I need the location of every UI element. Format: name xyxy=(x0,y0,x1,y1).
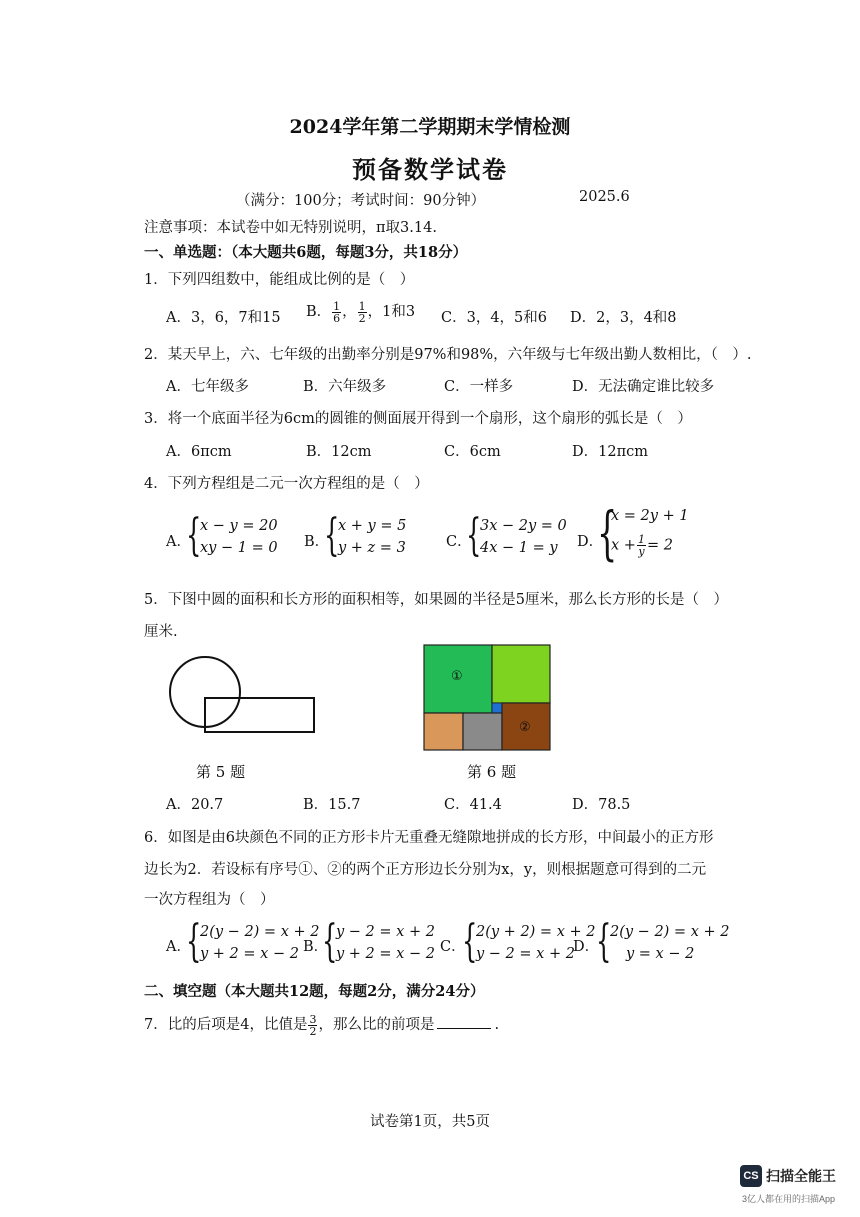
scanner-app-name: 扫描全能王 xyxy=(766,1168,836,1184)
q3-option-c: C．6cm xyxy=(444,444,501,460)
q7-answer-blank xyxy=(437,1016,491,1029)
exam-note: 注意事项：本试卷中如无特别说明，π取3.14. xyxy=(144,220,437,236)
fig6-label-2: ② xyxy=(519,720,531,735)
exam-title: 2024学年第二学期期末学情检测 xyxy=(289,116,571,138)
q2-option-c: C．一样多 xyxy=(444,379,514,395)
q1-b-fraction-1: $\frac{1}{6}$ xyxy=(333,299,341,325)
q6-option-b-label: B． xyxy=(303,939,329,955)
q6-stem-line2: 边长为2．若设标有序号①、②的两个正方形边长分别为x，y，则根据题意可得到的二元 xyxy=(144,862,707,878)
section-2-heading: 二、填空题（本大题共12题，每题2分，满分24分） xyxy=(144,983,485,1000)
q4-option-c-system: { 3x − 2y = 0 4x − 1 = y xyxy=(466,510,567,561)
q1-option-a: A．3，6，7和15 xyxy=(166,310,281,326)
fig6-square-tan xyxy=(424,713,463,750)
q1-option-d: D．2，3，4和8 xyxy=(570,310,677,326)
q5-stem-line1: 5．下图中圆的面积和长方形的面积相等，如果圆的半径是5厘米，那么长方形的长是（ ） xyxy=(144,592,728,608)
scanner-logo-icon: CS xyxy=(740,1165,762,1187)
figure-6 xyxy=(423,644,553,752)
q1-stem: 1．下列四组数中，能组成比例的是（ ） xyxy=(144,272,415,288)
q4-d-line2: x + $\frac{1}{y}$ = 2 xyxy=(611,533,673,558)
fig5-rectangle xyxy=(205,698,314,732)
scanner-tagline: 3亿人都在用的扫描App xyxy=(742,1194,836,1204)
q5-option-d: D．78.5 xyxy=(572,797,631,813)
q4-option-a-label: A． xyxy=(166,534,191,550)
fig6-label-1: ① xyxy=(451,669,463,684)
q6-option-c-system: { 2(y + 2) = x + 2 y − 2 = x + 2 xyxy=(462,916,596,967)
q6-option-b-system: { y − 2 = x + 2 y + 2 = x − 2 xyxy=(322,916,435,967)
exam-subtitle: 预备数学试卷 xyxy=(352,155,508,184)
q2-stem: 2．某天早上，六、七年级的出勤率分别是97%和98%，六年级与七年级出勤人数相比，（ ）. xyxy=(144,347,752,363)
q3-stem: 3．将一个底面半径为6cm的圆锥的侧面展开得到一个扇形，这个扇形的弧长是（ ） xyxy=(144,411,692,427)
exam-meta: （满分：100分；考试时间：90分钟） xyxy=(236,193,486,209)
q3-option-d: D．12πcm xyxy=(572,444,648,460)
q5-option-b: B．15.7 xyxy=(303,797,361,813)
figure-5-caption: 第 5 题 xyxy=(196,763,246,781)
q4-option-d-system: { x = 2y + 1 x + $\frac{1}{y}$ = 2 xyxy=(597,499,689,567)
q3-option-b: B．12cm xyxy=(306,444,372,460)
figure-6-caption: 第 6 题 xyxy=(467,763,517,781)
q5-stem-line2: 厘米. xyxy=(144,624,178,640)
exam-date: 2025.6 xyxy=(579,189,630,205)
q4-option-a-system: { x − y = 20 xy − 1 = 0 xyxy=(186,510,278,561)
q1-option-b: B． $\frac{1}{6}$ ， $\frac{1}{2}$ ，1和3 xyxy=(306,299,416,325)
q6-option-a-system: { 2(y − 2) = x + 2 y + 2 = x − 2 xyxy=(186,916,320,967)
q4-option-b-system: { x + y = 5 y + z = 3 xyxy=(324,510,407,561)
q5-option-a: A．20.7 xyxy=(166,797,224,813)
q4-option-c-label: C． xyxy=(446,534,472,550)
q4-option-d-label: D． xyxy=(577,534,604,550)
q1-option-c: C．3，4，5和6 xyxy=(441,310,547,326)
figure-5 xyxy=(160,655,330,745)
q6-stem-line3: 一次方程组为（ ） xyxy=(144,892,275,908)
q1-b-fraction-2: $\frac{1}{2}$ xyxy=(358,299,366,325)
q6-option-d-label: D． xyxy=(573,939,600,955)
q7-stem: 7．比的后项是4，比值是 $\frac{3}{2}$ ，那么比的前项是 . xyxy=(144,1012,500,1038)
fig6-square-top-right xyxy=(492,645,550,703)
q4-option-b-label: B． xyxy=(304,534,330,550)
page-footer: 试卷第1页，共5页 xyxy=(370,1114,490,1130)
q5-option-c: C．41.4 xyxy=(444,797,502,813)
q2-option-b: B．六年级多 xyxy=(303,379,387,395)
q4-stem: 4．下列方程组是二元一次方程组的是（ ） xyxy=(144,476,429,492)
q6-stem-line1: 6．如图是由6块颜色不同的正方形卡片无重叠无缝隙地拼成的长方形，中间最小的正方形 xyxy=(144,830,714,846)
q6-option-a-label: A． xyxy=(166,939,191,955)
q3-option-a: A．6πcm xyxy=(166,444,232,460)
q2-option-d: D．无法确定谁比较多 xyxy=(572,379,715,395)
q6-option-c-label: C． xyxy=(440,939,466,955)
q7-fraction: $\frac{3}{2}$ xyxy=(309,1012,317,1038)
fig6-square-small xyxy=(492,703,502,713)
q2-option-a: A．七年级多 xyxy=(166,379,249,395)
q6-option-d-system: { 2(y − 2) = x + 2 y = x − 2 xyxy=(596,916,730,967)
fig6-square-gray xyxy=(463,713,502,750)
section-1-heading: 一、单选题：（本大题共6题，每题3分，共18分） xyxy=(144,244,468,261)
